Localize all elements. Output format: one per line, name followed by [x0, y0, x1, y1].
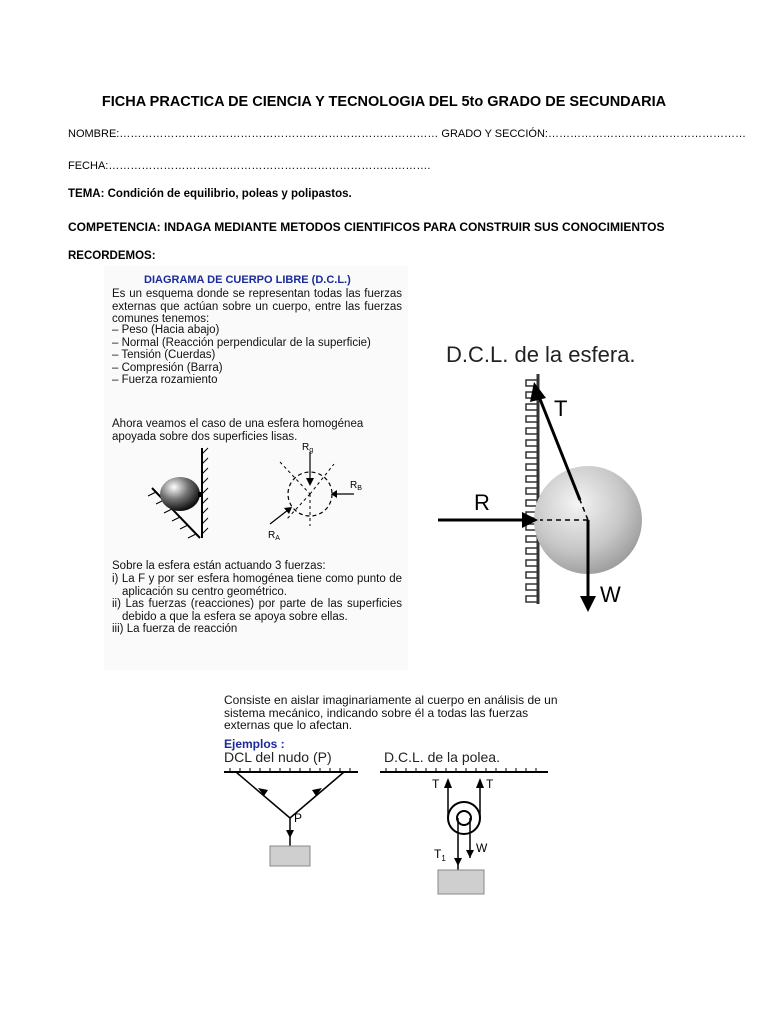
force-item: – Compresión (Barra) — [112, 361, 223, 374]
dcl-intro: Es un esquema donde se representan todas las fuerzas externas que actúan sobre un cuerpo, entre las fuerzas comunes tenemos: — [112, 288, 402, 326]
page-title: FICHA PRACTICA DE CIENCIA Y TECNOLOGIA DEL 5to GRADO DE SECUNDARIA — [101, 94, 667, 110]
case-text: Ahora veamos el caso de una esfera homogénea apoyada sobre dos superficies lisas. — [112, 418, 364, 443]
pulley-block — [438, 870, 484, 894]
list-item: i) La F y por ser esfera homogénea tiene como punto de aplicación su centro geométrico. — [112, 573, 402, 598]
list-item: ii) Las fuerzas (reacciones) por parte de las superficies debido a que la esfera se apoya sobre ellas. — [112, 598, 402, 623]
reaction-label: R — [474, 490, 490, 515]
sphere — [160, 477, 200, 511]
forces-intro: Sobre la esfera están actuando 3 fuerzas: — [112, 560, 326, 572]
list-item: iii) La fuerza de reacción — [112, 623, 238, 636]
pulley-t1-label: $T_1$ — [434, 847, 446, 863]
pulley-title: D.C.L. de la polea. — [384, 749, 500, 765]
force-item: – Fuerza rozamiento — [112, 374, 218, 387]
pulley-t-left: T — [432, 777, 440, 791]
topic-line — [68, 188, 352, 200]
competency-line: COMPETENCIA: INDAGA MEDIANTE METODOS CIENTIFICOS PARA CONSTRUIR SUS CONOCIMIENTOS — [68, 220, 665, 234]
sphere-dcl-title: D.C.L. de la esfera. — [446, 342, 636, 367]
rg-label: $R_g$ — [302, 442, 314, 454]
force-item: – Normal (Reacción perpendicular de la superficie) — [112, 336, 371, 349]
force-item: – Peso (Hacia abajo) — [112, 324, 220, 336]
force-item: – Tensión (Cuerdas) — [112, 349, 216, 362]
numbered-list — [112, 573, 402, 636]
pulley-wheel — [448, 802, 480, 834]
date-line: FECHA:……………………………………………………………………………. — [68, 160, 431, 172]
rb-label: $R_B$ — [350, 480, 362, 492]
knot-title: DCL del nudo (P) — [224, 749, 332, 765]
dcl-definition-panel — [104, 266, 408, 670]
pulley-w-label: W — [476, 841, 488, 855]
topic-value: Condición de equilibrio, poleas y polipastos. — [107, 188, 352, 200]
examples-panel — [212, 686, 562, 912]
dcl-heading: DIAGRAMA DE CUERPO LIBRE (D.C.L.) — [144, 274, 351, 286]
topic-label: TEMA: — [68, 188, 105, 200]
tension-label: T — [554, 396, 568, 421]
name-grade-line: NOMBRE:…………………………………………………………………………… GRADO Y SECCIÓN:……………………………………………… — [68, 128, 746, 140]
wall-ridges — [526, 380, 538, 602]
pulley-t-right: T — [486, 777, 494, 791]
sphere-support-diagram — [134, 442, 384, 552]
examples-heading: Ejemplos : — [224, 737, 285, 751]
knot-p-label: P — [294, 811, 303, 825]
examples-diagrams — [212, 746, 562, 912]
knot-block — [270, 846, 310, 866]
recall-heading: RECORDEMOS: — [68, 250, 156, 262]
isolation-text: Consiste en aislar imaginariamente al cuerpo en análisis de un sistema mecánico, indicando sobre él a todas las fuerzas externas que lo afectan. — [224, 693, 558, 732]
forces-list — [112, 324, 402, 387]
weight-label: W — [600, 582, 621, 607]
sphere-dcl-diagram — [408, 330, 768, 640]
ra-label: $R_A$ — [268, 530, 280, 542]
